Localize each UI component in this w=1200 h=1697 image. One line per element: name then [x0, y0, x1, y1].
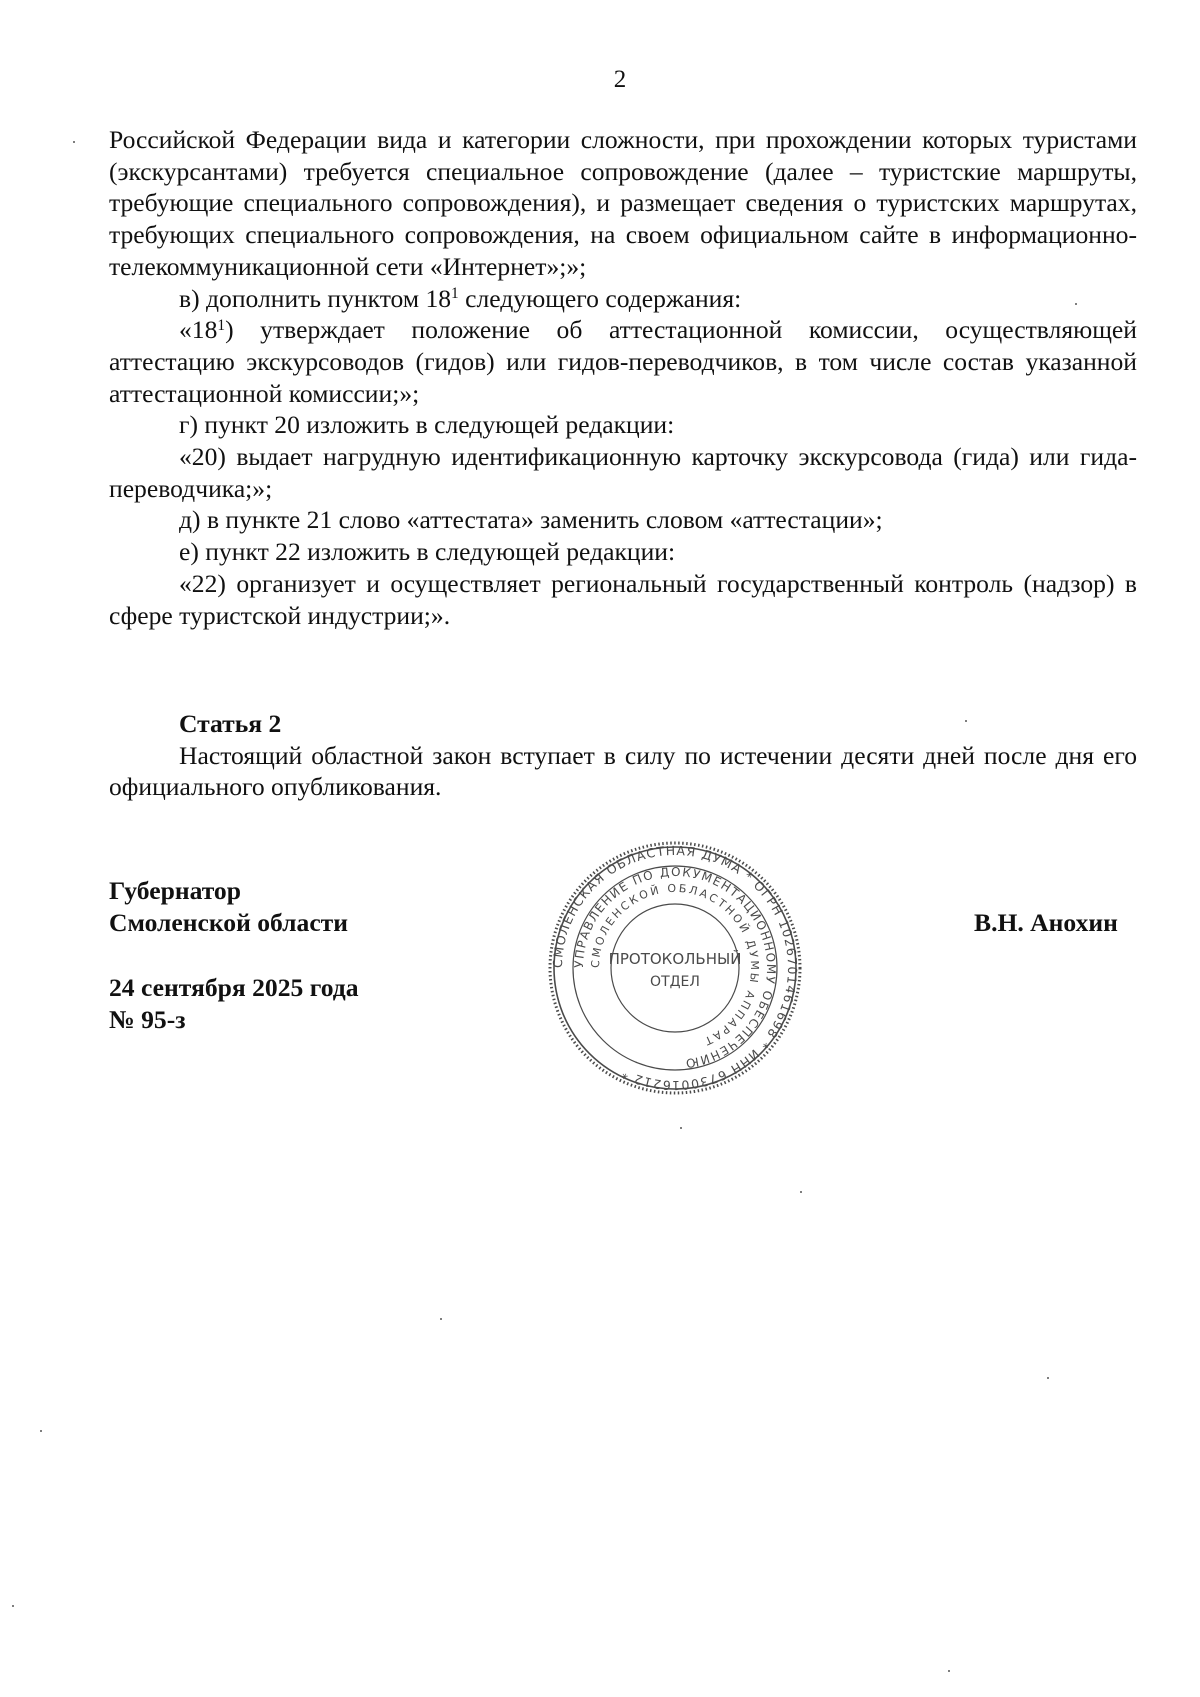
seal-inner-text: СМОЛЕНСКОЙ ОБЛАСТНОЙ ДУМЫ АППАРАТ	[588, 881, 762, 1049]
seal-center-line2: ОТДЕЛ	[650, 974, 700, 990]
scan-speck	[40, 1430, 42, 1432]
signatory-position	[109, 875, 348, 939]
signatory-position-line2: Смоленской области	[109, 908, 349, 937]
item-v-quote-suffix: ) утверждает положение об аттестационной комиссии, осуществляющей аттестацию экскурсоводов (гидов) или гидов-переводчиков, в том числе состав указанной аттестационной комиссии;»;	[109, 315, 1137, 408]
item-e: е) пункт 22 изложить в следующей редакции:	[179, 537, 676, 567]
scan-speck	[440, 1318, 442, 1320]
article-2	[109, 708, 1137, 803]
seal-middle-text: УПРАВЛЕНИЕ ПО ДОКУМЕНТАЦИОННОМУ ОБЕСПЕЧЕНИЮ	[571, 864, 779, 1071]
item-v-quote	[109, 314, 1137, 409]
item-v	[109, 283, 1137, 315]
paragraph-continuation: Российской Федерации вида и категории сложности, при прохождении которых туристами (экскурсантами) требуется специальное сопровождение (далее – туристские маршруты, требующие специального сопровождения), и размещает сведения о туристских маршрутах, требующих специального сопровождения, на своем официальном сайте в информационно-телекоммуникационной сети «Интернет»;»;	[109, 125, 1137, 281]
item-e-quote: «22) организует и осуществляет региональный государственный контроль (надзор) в сфере туристской индустрии;».	[109, 568, 1137, 630]
law-number: № 95-з	[109, 1005, 186, 1034]
article-2-text: Настоящий областной закон вступает в силу по истечении десяти дней после дня его официального опубликования.	[109, 740, 1137, 802]
item-v-superscript: 1	[451, 285, 459, 303]
scan-speck	[73, 141, 75, 143]
scan-speck	[1047, 1377, 1049, 1379]
item-v-prefix: в) дополнить пунктом 18	[179, 283, 452, 313]
official-seal	[545, 838, 805, 1098]
article-2-title: Статья 2	[179, 709, 282, 738]
scan-speck	[12, 1605, 14, 1607]
item-v-quote-superscript: 1	[217, 316, 226, 334]
scan-speck	[965, 720, 967, 722]
seal-inner-circle	[611, 904, 739, 1032]
signatory-name: В.Н. Анохин	[974, 908, 1118, 937]
seal-center-line1: ПРОТОКОЛЬНЫЙ	[608, 950, 742, 968]
document-body	[109, 124, 1137, 631]
scan-speck	[1075, 303, 1077, 305]
seal-outer-text: СМОЛЕНСКАЯ ОБЛАСТНАЯ ДУМА * ОГРН 1026701461698 * ИНН 6730016212 *	[549, 842, 801, 1094]
signatory-position-line1: Губернатор	[109, 876, 241, 905]
scan-speck	[800, 1191, 802, 1193]
scan-speck	[948, 1670, 950, 1672]
law-date-number	[109, 972, 359, 1036]
item-v-suffix: следующего содержания:	[458, 283, 742, 313]
law-date: 24 сентября 2025 года	[109, 973, 359, 1002]
page-number: 2	[613, 66, 627, 93]
item-g: г) пункт 20 изложить в следующей редакции:	[179, 410, 675, 440]
item-d: д) в пункте 21 слово «аттестата» заменить словом «аттестации»;	[179, 505, 883, 535]
scan-speck	[680, 1127, 682, 1129]
item-v-quote-prefix: «18	[179, 315, 218, 345]
item-g-quote: «20) выдает нагрудную идентификационную карточку экскурсовода (гида) или гида-переводчика;»;	[109, 442, 1137, 503]
